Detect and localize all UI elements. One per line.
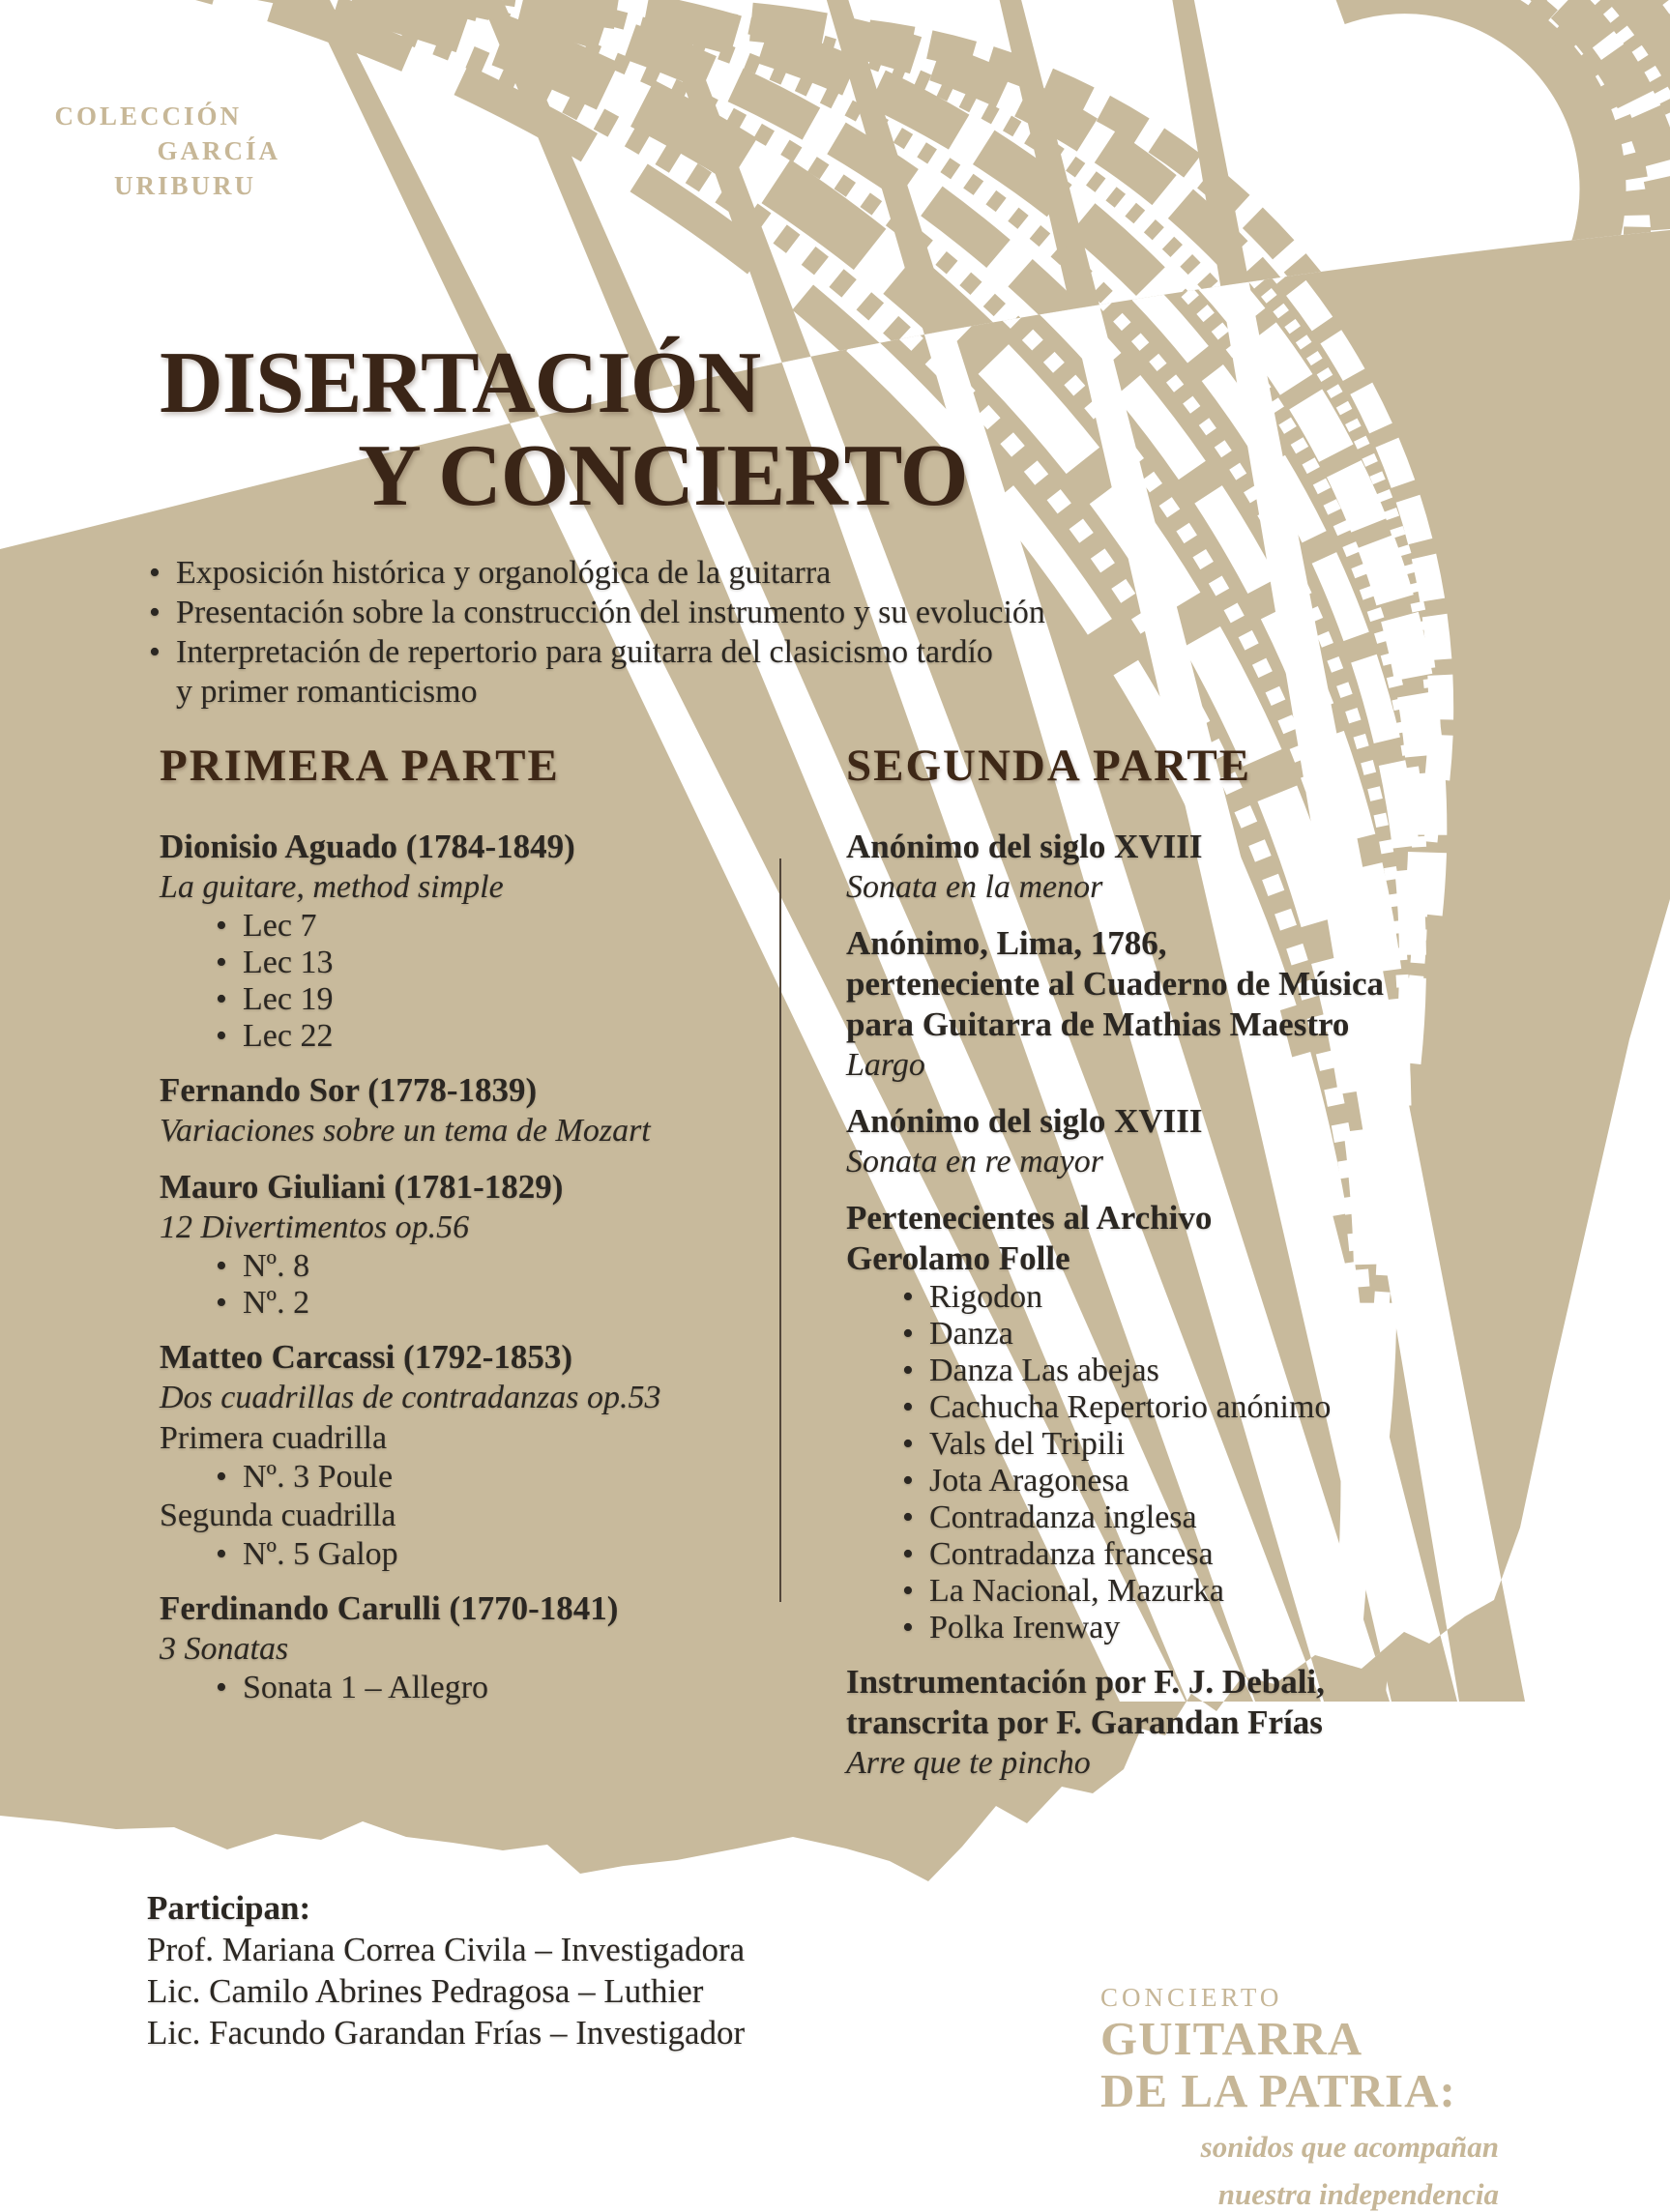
program-item: • Lec 13 bbox=[160, 945, 749, 981]
program-item: • Sonata 1 – Allegro bbox=[160, 1670, 749, 1706]
logo-tagline: nuestra independencia bbox=[1217, 2177, 1499, 2211]
intro-bullet-continuation: y primer romanticismo bbox=[176, 674, 478, 710]
first-part-heading: PRIMERA PARTE bbox=[160, 741, 560, 791]
archive-heading: Gerolamo Folle bbox=[846, 1239, 1070, 1277]
intro-bullet: • Exposición histórica y organológica de la guitarra bbox=[147, 553, 1095, 593]
program-section bbox=[160, 1167, 749, 1322]
composer-name: Instrumentación por F. J. Debali, bbox=[846, 1663, 1325, 1701]
concert-logo bbox=[1100, 1982, 1499, 2212]
program-item: • Nº. 5 Galop bbox=[160, 1536, 749, 1573]
participant-line: Lic. Camilo Abrines Pedragosa – Luthier bbox=[147, 1972, 704, 2010]
work-subtitle: Segunda cuadrilla bbox=[160, 1498, 396, 1533]
composer-name: Anónimo, Lima, 1786, bbox=[846, 924, 1167, 962]
work-title: Dos cuadrillas de contradanzas op.53 bbox=[160, 1380, 661, 1415]
intro-bullet: • Interpretación de repertorio para guitarra del clasicismo tardío bbox=[147, 632, 1095, 672]
program-section bbox=[846, 1198, 1523, 1646]
intro-bullet: • Presentación sobre la construcción del instrumento y su evolución bbox=[147, 593, 1095, 632]
column-divider bbox=[779, 859, 781, 1602]
program-item: • La Nacional, Mazurka bbox=[846, 1573, 1523, 1610]
program-section bbox=[160, 1337, 749, 1573]
composer-name: perteneciente al Cuaderno de Música bbox=[846, 965, 1385, 1003]
participants-heading: Participan: bbox=[147, 1889, 311, 1927]
program-item: • Lec 22 bbox=[160, 1018, 749, 1055]
title-line-2: Y CONCIERTO bbox=[358, 426, 968, 524]
program-item: • Contradanza francesa bbox=[846, 1536, 1523, 1573]
program-item: • Lec 19 bbox=[160, 981, 749, 1018]
second-part-heading: SEGUNDA PARTE bbox=[846, 741, 1252, 791]
composer-name: Matteo Carcassi (1792-1853) bbox=[160, 1338, 573, 1376]
program-item: • Nº. 3 Poule bbox=[160, 1459, 749, 1496]
collection-line: COLECCIÓN bbox=[54, 102, 242, 131]
work-title: Largo bbox=[846, 1047, 925, 1083]
program-item: • Jota Aragonesa bbox=[846, 1463, 1523, 1499]
composer-name: Ferdinando Carulli (1770-1841) bbox=[160, 1589, 619, 1627]
work-title: La guitare, method simple bbox=[160, 869, 504, 905]
work-title: 3 Sonatas bbox=[160, 1631, 289, 1667]
first-part-column bbox=[160, 740, 749, 1722]
work-title: Arre que te pincho bbox=[846, 1745, 1091, 1781]
program-item: • Danza Las abejas bbox=[846, 1353, 1523, 1389]
composer-name: transcrita por F. Garandan Frías bbox=[846, 1703, 1323, 1741]
logo-name-line: DE LA PATRIA: bbox=[1100, 2064, 1456, 2117]
program-item: • Danza bbox=[846, 1316, 1523, 1353]
participants-block bbox=[147, 1887, 1017, 2053]
program-section bbox=[160, 1588, 749, 1706]
program-item: • Nº. 2 bbox=[160, 1285, 749, 1322]
composer-name: Mauro Giuliani (1781-1829) bbox=[160, 1168, 564, 1206]
intro-bullets bbox=[147, 553, 1095, 712]
composer-name: Anónimo del siglo XVIII bbox=[846, 828, 1203, 865]
program-item: • Nº. 8 bbox=[160, 1248, 749, 1285]
program-item: • Polka Irenway bbox=[846, 1610, 1523, 1646]
work-title: Sonata en re mayor bbox=[846, 1144, 1103, 1179]
program-section bbox=[160, 827, 749, 1055]
program-item: • Vals del Tripili bbox=[846, 1426, 1523, 1463]
work-title: Variaciones sobre un tema de Mozart bbox=[160, 1113, 651, 1149]
collection-mark bbox=[48, 99, 280, 203]
program-section bbox=[846, 1662, 1523, 1784]
logo-name-line: GUITARRA bbox=[1100, 2012, 1363, 2065]
participant-line: Prof. Mariana Correa Civila – Investigadora bbox=[147, 1931, 746, 1968]
second-part-column bbox=[846, 740, 1523, 1799]
collection-line: URIBURU bbox=[113, 171, 256, 200]
title-line-1: DISERTACIÓN bbox=[160, 334, 761, 431]
collection-line: GARCÍA bbox=[157, 136, 280, 165]
participant-line: Lic. Facundo Garandan Frías – Investigador bbox=[147, 2014, 746, 2052]
composer-name: Fernando Sor (1778-1839) bbox=[160, 1071, 538, 1109]
program-section bbox=[160, 1070, 749, 1151]
archive-heading: Pertenecientes al Archivo bbox=[846, 1199, 1213, 1237]
logo-tagline: sonidos que acompañan bbox=[1200, 2130, 1499, 2164]
program-section bbox=[846, 1101, 1523, 1182]
work-title: Sonata en la menor bbox=[846, 869, 1103, 905]
work-subtitle: Primera cuadrilla bbox=[160, 1420, 388, 1456]
composer-name: para Guitarra de Mathias Maestro bbox=[846, 1005, 1350, 1043]
program-section bbox=[846, 923, 1523, 1086]
composer-name: Anónimo del siglo XVIII bbox=[846, 1102, 1203, 1140]
program-item: • Cachucha Repertorio anónimo bbox=[846, 1389, 1523, 1426]
program-item: • Lec 7 bbox=[160, 908, 749, 945]
program-item: • Contradanza inglesa bbox=[846, 1499, 1523, 1536]
work-title: 12 Divertimentos op.56 bbox=[160, 1209, 470, 1245]
page-title bbox=[160, 336, 968, 522]
program-section bbox=[846, 827, 1523, 908]
logo-kicker: CONCIERTO bbox=[1100, 1983, 1283, 2012]
program-item: • Rigodon bbox=[846, 1279, 1523, 1316]
composer-name: Dionisio Aguado (1784-1849) bbox=[160, 828, 575, 865]
